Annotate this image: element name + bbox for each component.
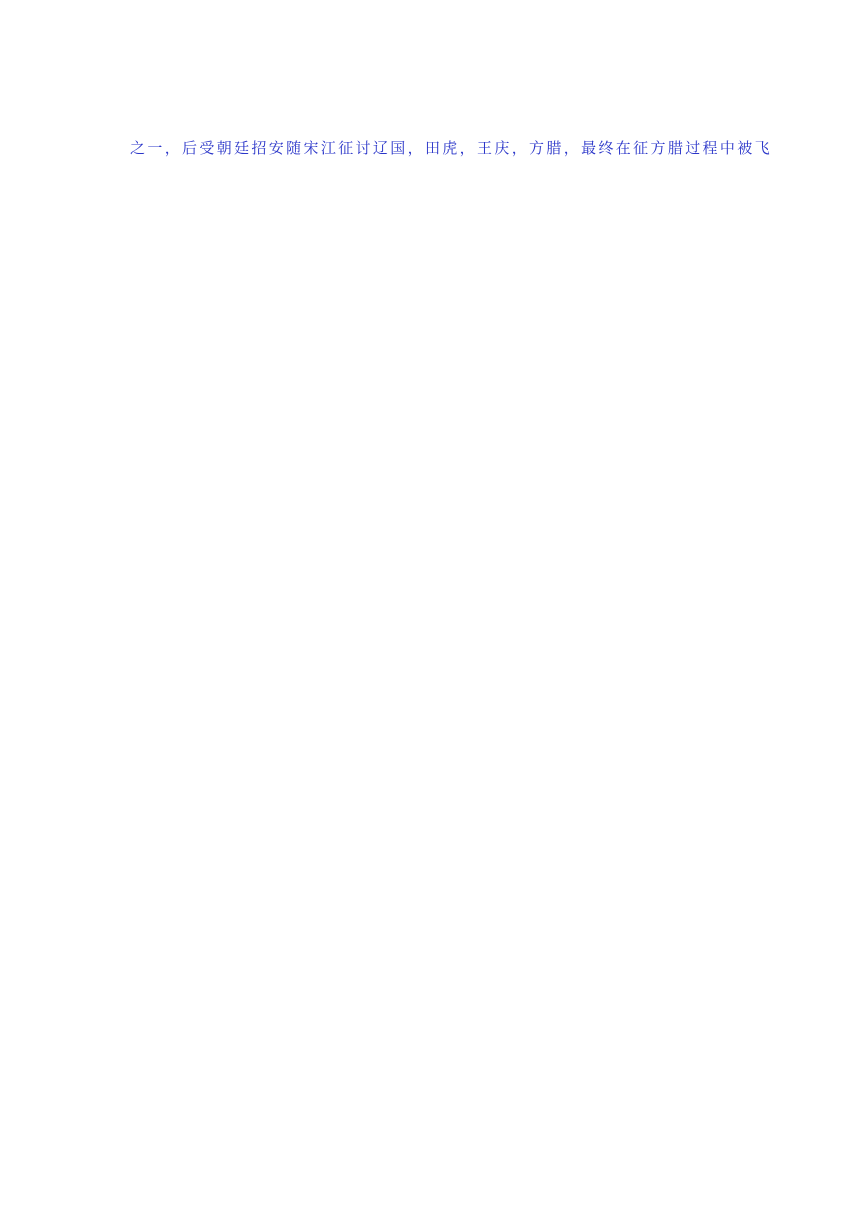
text-line: 之一，后受朝廷招安随宋江征讨辽国，田虎，王庆，方腊，最终在征方腊过程中被飞 [130, 139, 772, 157]
